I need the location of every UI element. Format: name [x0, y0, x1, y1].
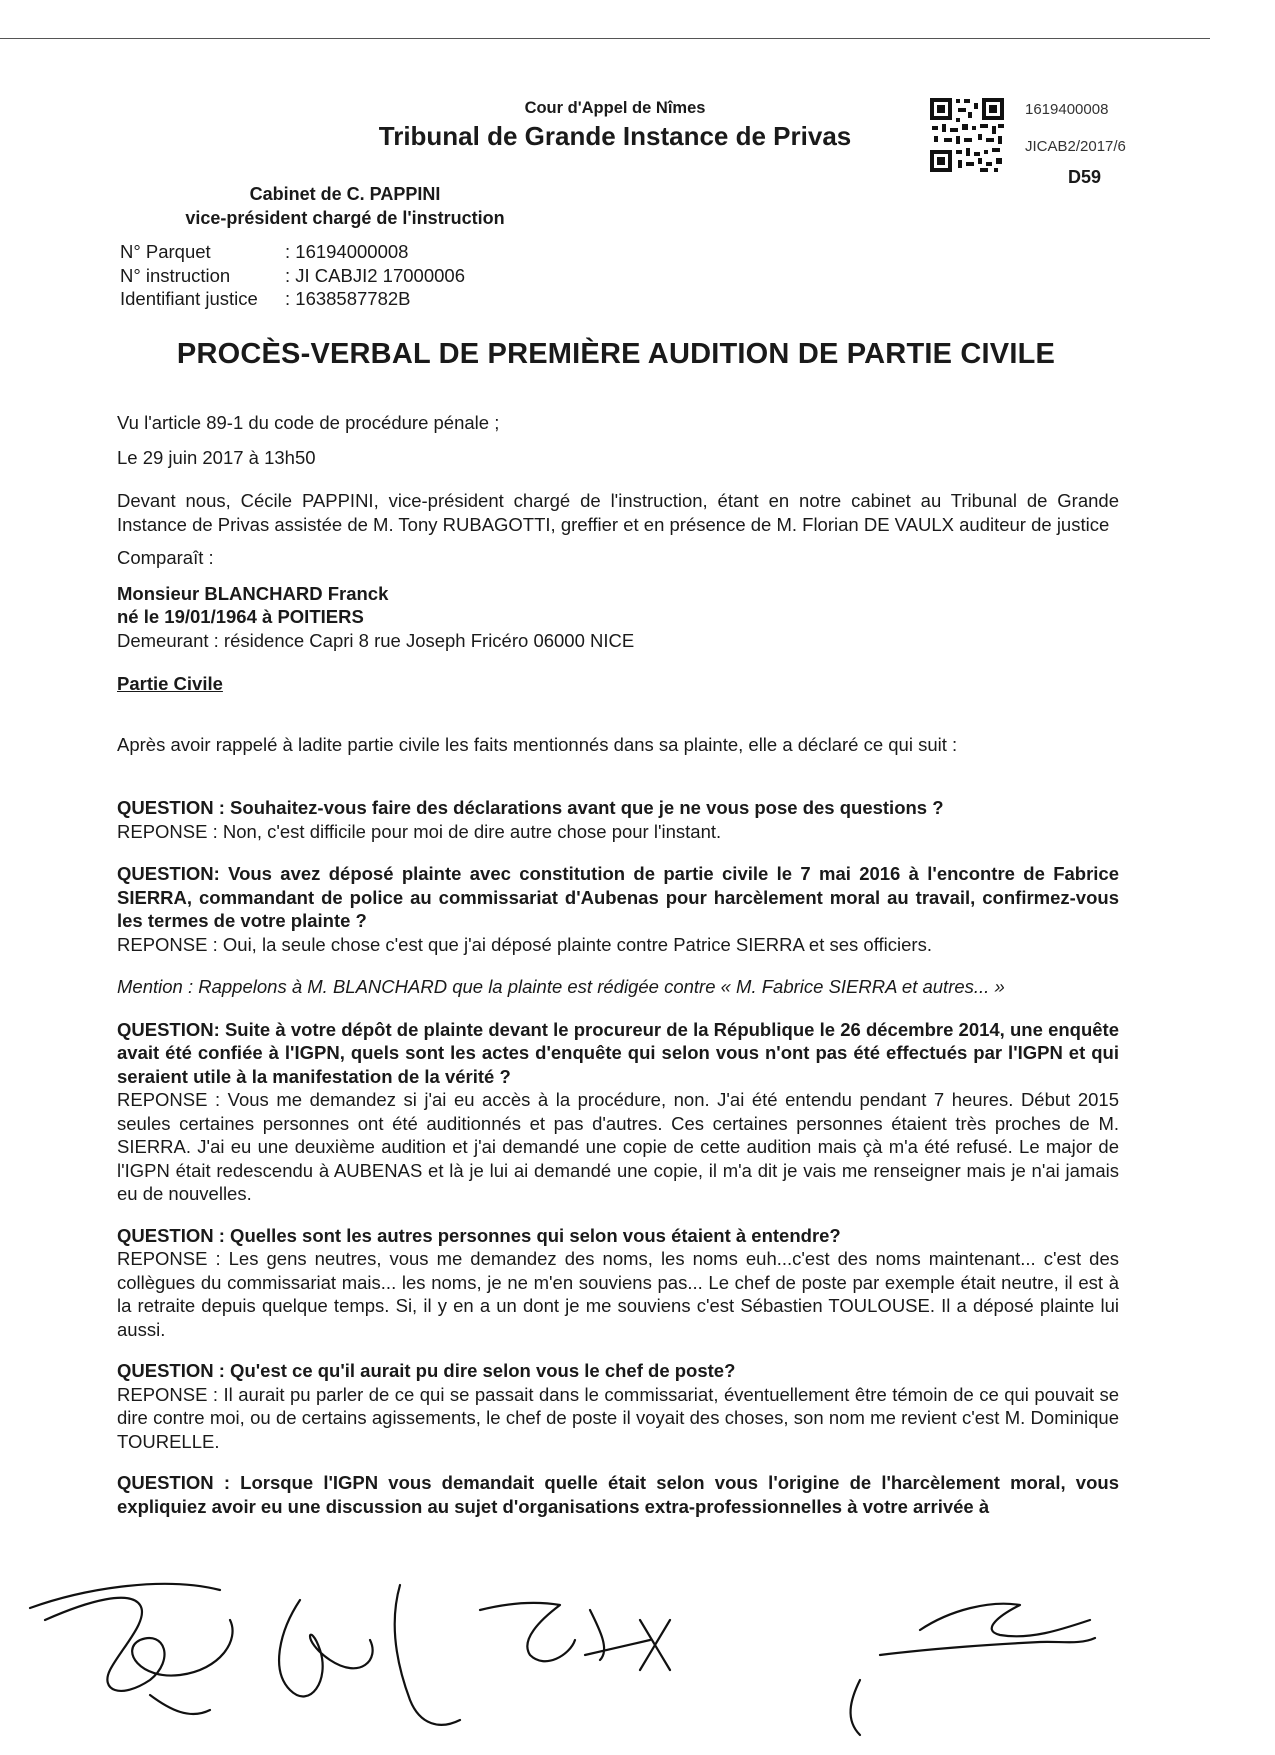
person-birth: né le 19/01/1964 à POITIERS: [117, 606, 364, 627]
answer-3: REPONSE : Vous me demandez si j'ai eu accès à la procédure, non. J'ai été entendu pendant 7 heures. Début 2015 seules certaines personnes ont été auditionnés et pas d'autres. Ces certaines personnes étaient très proches de M. SIERRA. J'ai eu une deuxième audition et j'ai demandé une copie de cette audition mais çà m'a été refusé. Le major de l'IGPN était redescendu à AUBENAS et là je lui ai demandé une copie, il m'a dit je vais me renseigner mais je n'ai jamais eu de nouvelles.: [117, 1089, 1119, 1204]
person-address: Demeurant : résidence Capri 8 rue Joseph Fricéro 06000 NICE: [117, 629, 635, 651]
cabinet-block: [0, 182, 690, 230]
top-rule: [0, 38, 1210, 39]
identifier-value: : JI CABJI2 17000006: [285, 264, 465, 286]
person-name: Monsieur BLANCHARD Franck: [117, 582, 389, 604]
signature-right: [851, 1604, 1095, 1735]
preamble: Après avoir rappelé à ladite partie civile les faits mentionnés dans sa plainte, elle a déclaré ce qui suit :: [117, 733, 958, 755]
question-3: QUESTION: Suite à votre dépôt de plainte devant le procureur de la République le 26 décembre 2014, une enquête avait été confiée à l'IGPN, quels sont les actes d'enquête qui selon vous n'ont pas été effectués par l'IGPN et qui seraient utile à la manifestation de la vérité ?: [117, 1018, 1119, 1087]
identifier-row: [120, 287, 465, 311]
answer-2: REPONSE : Oui, la seule chose c'est que j'ai déposé plainte contre Patrice SIERRA et ses officiers.: [117, 933, 932, 955]
hearing-date: Le 29 juin 2017 à 13h50: [117, 446, 316, 468]
document-body: [117, 411, 1119, 1518]
tribunal-name: Tribunal de Grande Instance de Privas: [378, 121, 852, 151]
question-1: QUESTION : Souhaitez-vous faire des déclarations avant que je ne vous pose des questions ?: [117, 797, 944, 818]
mention: Mention : Rappelons à M. BLANCHARD que la plainte est rédigée contre « M. Fabrice SIERRA et autres... »: [117, 976, 1005, 997]
identifier-label: N° Parquet: [120, 241, 211, 262]
answer-1: REPONSE : Non, c'est difficile pour moi de dire autre chose pour l'instant.: [117, 820, 722, 842]
answer-5: REPONSE : Il aurait pu parler de ce qui se passait dans le commissariat, éventuellement être témoin de ce qui pouvait se dire contre moi, ou de certains agissements, le chef de poste il voyait des choses, son nom me revient c'est M. Dominique TOURELLE.: [117, 1383, 1119, 1452]
identifier-value: : 16194000008: [285, 241, 409, 262]
person-role: Partie Civile: [117, 673, 223, 694]
signature-middle: [279, 1585, 670, 1725]
identifiers-block: [120, 240, 465, 311]
appearance-label: Comparaît :: [117, 547, 214, 568]
document-code: D59: [1068, 167, 1102, 187]
signatures-image: [0, 1560, 1275, 1755]
question-5: QUESTION : Qu'est ce qu'il aurait pu dire selon vous le chef de poste?: [117, 1360, 736, 1381]
identifier-value: : 1638587782B: [285, 288, 411, 309]
question-6: QUESTION : Lorsque l'IGPN vous demandait quelle était selon vous l'origine de l'harcèlement moral, vous expliquiez avoir eu une discussion au sujet d'organisations extra-professionnelles à votre arrivée à: [117, 1472, 1119, 1517]
article-reference: Vu l'article 89-1 du code de procédure pénale ;: [117, 412, 500, 433]
identifier-row: [120, 240, 465, 264]
opening-paragraph: Devant nous, Cécile PAPPINI, vice-président chargé de l'instruction, étant en notre cabinet au Tribunal de Grande Instance de Privas assistée de M. Tony RUBAGOTTI, greffier et en présence de M. Florian DE VAULX auditeur de justice: [117, 490, 1119, 535]
qr-code-icon: [928, 96, 1006, 174]
reference-code: JICAB2/2017/6: [1025, 138, 1126, 155]
identifier-label: Identifiant justice: [120, 288, 258, 309]
court-name: Cour d'Appel de Nîmes: [524, 99, 706, 117]
cabinet-name: Cabinet de C. PAPPINI: [249, 184, 441, 204]
question-2: QUESTION: Vous avez déposé plainte avec constitution de partie civile le 7 mai 2016 à l'encontre de Fabrice SIERRA, commandant de police au commissariat d'Aubenas pour harcèlement moral au travail, confirmez-vous les termes de votre plainte ?: [117, 863, 1119, 931]
identifier-row: [120, 264, 465, 288]
signature-left: [30, 1584, 233, 1714]
reference-number: 1619400008: [1025, 101, 1109, 118]
cabinet-role: vice-président chargé de l'instruction: [185, 208, 505, 228]
identifier-label: N° instruction: [120, 264, 231, 286]
answer-4: REPONSE : Les gens neutres, vous me demandez des noms, les noms euh...c'est des noms maintenant... c'est des collègues du commissariat mais... les noms, je ne m'en souviens pas... Le chef de poste par exemple était neutre, il est à la retraite depuis quelque temps. Si, il y en a un dont je me souviens c'est Sébastien TOULOUSE. Il a déposé plainte lui aussi.: [117, 1248, 1119, 1340]
document-title: PROCÈS-VERBAL DE PREMIÈRE AUDITION DE PARTIE CIVILE: [176, 338, 1056, 370]
question-4: QUESTION : Quelles sont les autres personnes qui selon vous étaient à entendre?: [117, 1224, 841, 1246]
